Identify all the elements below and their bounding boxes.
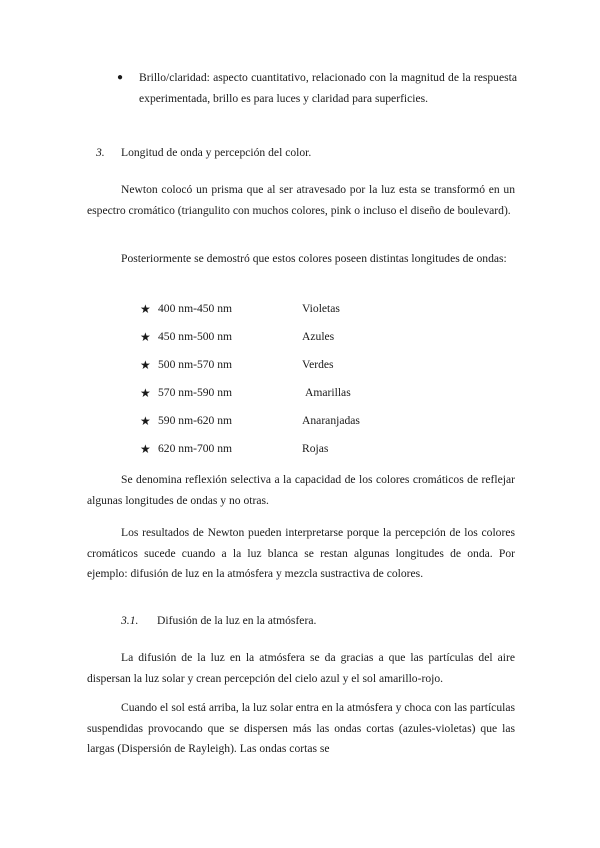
wavelength-range: 450 nm-500 nm: [158, 330, 233, 343]
wavelength-range: 500 nm-570 nm: [158, 358, 233, 371]
star-icon: ★: [140, 302, 151, 316]
paragraph-posteriormente: Posteriormente se demostró que estos colores poseen distintas longitudes de ondas:: [121, 252, 507, 265]
star-icon: ★: [140, 358, 151, 372]
wavelength-row: [140, 383, 440, 403]
wavelength-range: 620 nm-700 nm: [158, 442, 233, 455]
paragraph-reflexion: Se denomina reflexión selectiva a la capacidad de los colores cromáticos de reflejar algunas longitudes de ondas y no otras.: [87, 473, 515, 507]
star-icon: ★: [140, 414, 151, 428]
wavelength-row: [140, 439, 440, 459]
section-3-1-number: 3.1.: [121, 614, 139, 627]
paragraph-cuando: Cuando el sol está arriba, la luz solar entra en la atmósfera y choca con las partículas suspendidas provocando que se dispersen más las ondas cortas (azules-violetas) que las largas (Dispersión de Rayleigh). Las ondas cortas se: [87, 701, 515, 755]
wavelength-row: [140, 299, 440, 319]
wavelength-range: 590 nm-620 nm: [158, 414, 233, 427]
star-icon: ★: [140, 442, 151, 456]
wavelength-range: 400 nm-450 nm: [158, 302, 233, 315]
wavelength-color: Azules: [302, 330, 335, 343]
wavelength-color: Verdes: [302, 358, 334, 371]
bullet-dot-icon: ●: [117, 72, 124, 83]
wavelength-color: Amarillas: [305, 386, 351, 399]
section-3-title: Longitud de onda y percepción del color.: [121, 146, 312, 159]
bullet-brillo: [117, 68, 517, 109]
bullet-text: Brillo/claridad: aspecto cuantitativo, relacionado con la magnitud de la respuesta experimentada, brillo es para luces y claridad para superficies.: [139, 71, 517, 105]
wavelength-color: Anaranjadas: [302, 414, 360, 427]
section-3-number: 3.: [96, 146, 105, 159]
wavelength-range: 570 nm-590 nm: [158, 386, 233, 399]
star-icon: ★: [140, 330, 151, 344]
section-3-1-title: Difusión de la luz en la atmósfera.: [157, 614, 317, 627]
star-icon: ★: [140, 386, 151, 400]
wavelength-row: [140, 327, 440, 347]
wavelength-row: [140, 355, 440, 375]
wavelength-row: [140, 411, 440, 431]
paragraph-newton: Newton colocó un prisma que al ser atravesado por la luz esta se transformó en un espectro cromático (triangulito con muchos colores, pink o incluso el diseño de boulevard).: [87, 183, 515, 217]
paragraph-resultados: Los resultados de Newton pueden interpretarse porque la percepción de los colores cromáticos sucede cuando a la luz blanca se restan algunas longitudes de onda. Por ejemplo: difusión de luz en la atmósfera y mezcla sustractiva de colores.: [87, 526, 515, 580]
wavelength-color: Violetas: [302, 302, 340, 315]
paragraph-difusion: La difusión de la luz en la atmósfera se da gracias a que las partículas del aire dispersan la luz solar y crean percepción del cielo azul y el sol amarillo-rojo.: [87, 651, 515, 685]
wavelength-color: Rojas: [302, 442, 329, 455]
